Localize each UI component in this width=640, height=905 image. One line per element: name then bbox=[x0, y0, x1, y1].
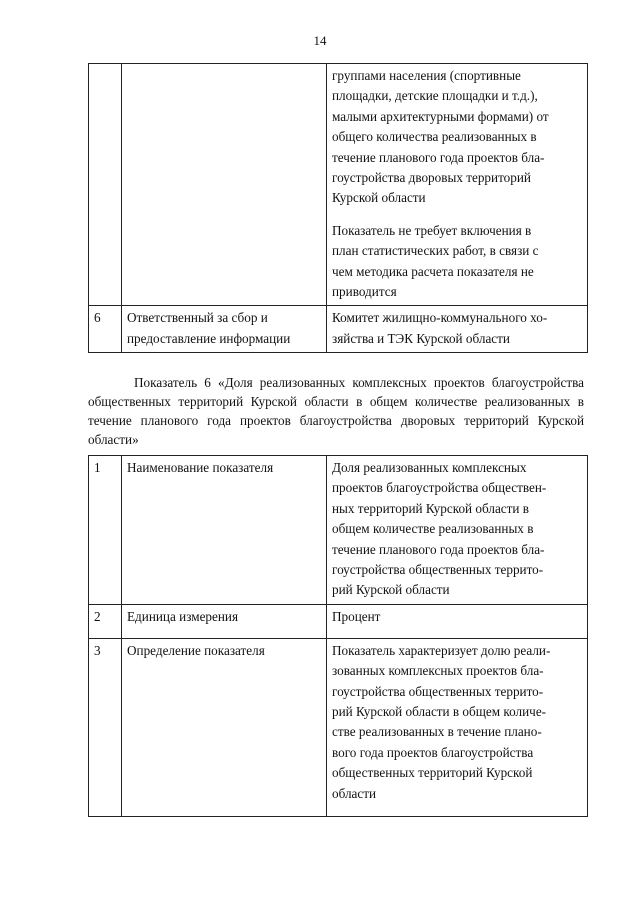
text-line: Показатель характеризует долю реали- bbox=[332, 642, 551, 658]
row-name-cell bbox=[122, 64, 327, 306]
table-row bbox=[89, 306, 588, 353]
text-line: гоустройства общественных террито- bbox=[332, 562, 544, 578]
text-line: Ответственный за сбор и bbox=[127, 310, 268, 326]
table-row bbox=[89, 456, 588, 605]
text-line: предоставление информации bbox=[127, 330, 291, 346]
row-value-cell bbox=[327, 604, 588, 638]
row-number-cell: 3 bbox=[89, 638, 122, 816]
table-row bbox=[89, 604, 588, 638]
indicator-5-table-continued bbox=[88, 63, 588, 353]
indicator-6-table bbox=[88, 455, 588, 817]
row-value-cell bbox=[327, 638, 588, 816]
text-line: общественных территорий Курской bbox=[332, 765, 533, 781]
row-value-cell bbox=[327, 306, 588, 353]
text-line: Процент bbox=[332, 608, 381, 624]
table-row bbox=[89, 64, 588, 306]
indicator-6-heading: Показатель 6 «Доля реализованных комплексных проектов благоустройства общественных территорий Курской области в общем количестве реализованных в течение планового года проектов благоустройства дворовых территорий Курской области» bbox=[88, 375, 584, 447]
text-line: группами населения (спортивные bbox=[332, 68, 521, 83]
text-line: гоустройства общественных террито- bbox=[332, 683, 544, 699]
text-line: гоустройства дворовых территорий bbox=[332, 170, 531, 186]
text-line: приводится bbox=[332, 284, 397, 300]
text-line: рий Курской области в общем количе- bbox=[332, 704, 547, 720]
text-line: общего количества реализованных в bbox=[332, 129, 537, 145]
row-number-cell: 2 bbox=[89, 604, 122, 638]
table-row bbox=[89, 638, 588, 816]
text-line: стве реализованных в течение плано- bbox=[332, 724, 542, 740]
text-line: площадки, детские площадки и т.д.), bbox=[332, 88, 538, 104]
row-name-cell: Определение показателя bbox=[122, 638, 327, 816]
text-line: Доля реализованных комплексных bbox=[332, 460, 527, 475]
row-name-cell bbox=[122, 306, 327, 353]
text-line: малыми архитектурными формами) от bbox=[332, 108, 549, 124]
row-name-cell: Единица измерения bbox=[122, 604, 327, 638]
text-line: Курской области bbox=[332, 190, 426, 206]
note-paragraph bbox=[332, 221, 582, 303]
row-number-cell: 1 bbox=[89, 456, 122, 605]
row-number-cell bbox=[89, 64, 122, 306]
text-line: чем методика расчета показателя не bbox=[332, 263, 534, 279]
text-line: зованных комплексных проектов бла- bbox=[332, 663, 544, 679]
value-paragraph bbox=[332, 66, 582, 209]
text-line: течение планового года проектов бла- bbox=[332, 149, 545, 165]
text-line: Показатель не требует включения в bbox=[332, 222, 532, 238]
text-line: ных территорий Курской области в bbox=[332, 500, 529, 516]
row-name-cell: Наименование показателя bbox=[122, 456, 327, 605]
text-line: рий Курской области bbox=[332, 582, 450, 598]
text-line: план статистических работ, в связи с bbox=[332, 243, 539, 259]
text-line: области bbox=[332, 785, 377, 801]
text-line: общем количестве реализованных в bbox=[332, 521, 534, 537]
text-line: зяйства и ТЭК Курской области bbox=[332, 330, 510, 346]
text-line: проектов благоустройства обществен- bbox=[332, 480, 547, 496]
row-value-cell bbox=[327, 64, 588, 306]
text-line: вого года проектов благоустройства bbox=[332, 744, 534, 760]
page-number: 14 bbox=[313, 33, 327, 48]
row-value-cell bbox=[327, 456, 588, 605]
text-line: Комитет жилищно-коммунального хо- bbox=[332, 310, 548, 326]
row-number-cell: 6 bbox=[89, 306, 122, 353]
text-line: течение планового года проектов бла- bbox=[332, 541, 545, 557]
